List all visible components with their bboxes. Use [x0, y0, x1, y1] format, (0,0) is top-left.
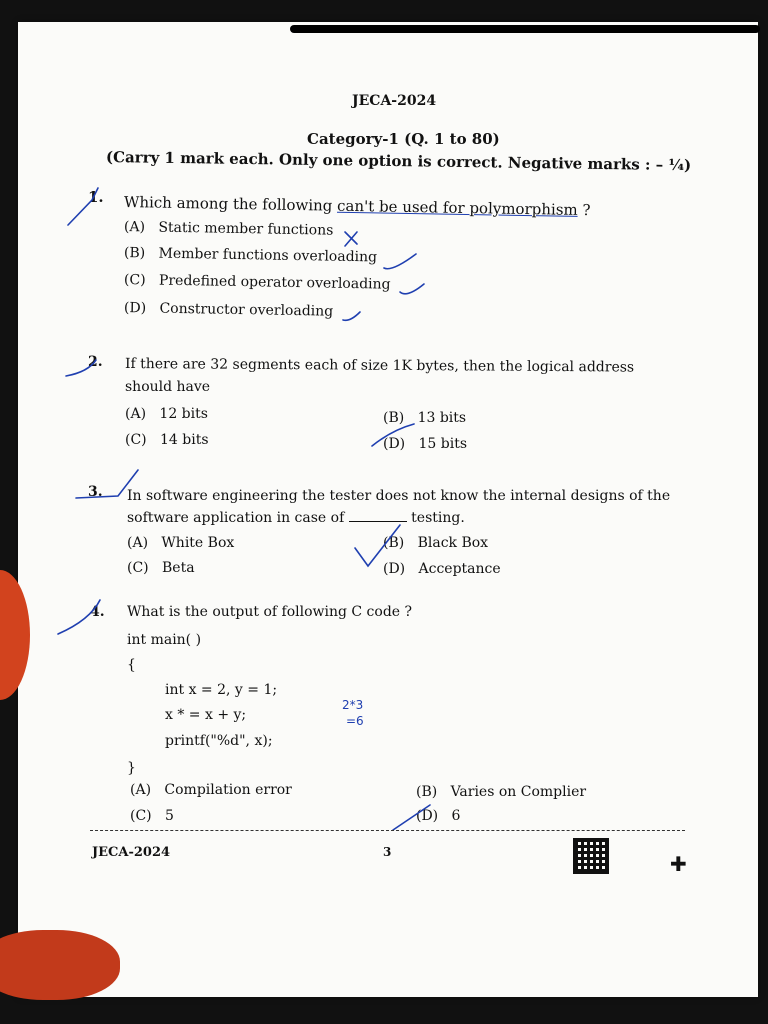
instructions: (Carry 1 mark each. Only one option is correct. Negative marks : – ¼) — [105, 148, 692, 175]
category-heading: Category-1 (Q. 1 to 80) — [307, 130, 500, 148]
question-number: 2. — [88, 354, 103, 370]
option-label: (D) — [383, 561, 406, 577]
question-text-part: software application in case of — [127, 510, 349, 526]
question-text-part: ? — [577, 200, 591, 220]
option-text: Acceptance — [418, 561, 501, 577]
handwritten-calc: 2*3 — [342, 698, 364, 712]
option-text: 12 bits — [159, 406, 208, 422]
option-text: 6 — [451, 808, 461, 824]
option-text: Predefined operator overloading — [158, 272, 391, 293]
check-mark-icon — [76, 470, 138, 498]
code-line: { — [127, 657, 136, 673]
question-text-part: testing. — [406, 510, 465, 526]
option-label: (A) — [127, 535, 149, 551]
handwritten-calc: =6 — [346, 714, 364, 728]
question-text: If there are 32 segments each of size 1K bytes, then the logical address — [124, 356, 635, 376]
option-label: (C) — [127, 560, 149, 576]
option-text: 13 bits — [417, 410, 467, 426]
question-text: should have — [125, 379, 211, 395]
question-number: 1. — [88, 188, 104, 206]
exam-title: JECA-2024 — [352, 93, 437, 109]
check-mark-icon — [372, 424, 414, 446]
check-mark-icon — [355, 525, 400, 566]
check-mark-icon — [68, 188, 98, 225]
check-mark-icon — [58, 600, 100, 634]
registration-mark-icon: ✚ — [670, 852, 687, 876]
question-number: 3. — [88, 484, 103, 500]
option-label: (C) — [125, 432, 147, 448]
code-line: int main( ) — [127, 632, 202, 648]
check-mark-icon — [384, 254, 416, 269]
footer-exam-title: JECA-2024 — [92, 845, 171, 860]
question-text: What is the output of following C code ? — [127, 604, 413, 620]
page-number: 3 — [383, 845, 392, 859]
question-text-underlined: can't be used for polymorphism — [336, 196, 578, 219]
code-line: } — [127, 760, 136, 776]
option-text: Member functions overloading — [158, 245, 378, 266]
code-line: int x = 2, y = 1; — [165, 682, 278, 698]
option-text: 15 bits — [418, 436, 468, 452]
option-label: (A) — [125, 406, 147, 422]
option-label: (C) — [123, 272, 146, 289]
option-label: (B) — [123, 245, 146, 262]
option-label: (B) — [383, 535, 405, 551]
option-label: (B) — [416, 784, 438, 800]
option-label: (A) — [130, 782, 152, 798]
option-text: Varies on Complier — [450, 784, 587, 800]
check-mark-icon — [400, 284, 424, 294]
check-mark-icon — [343, 312, 360, 320]
option-text: Black Box — [417, 535, 489, 551]
option-text: Compilation error — [164, 782, 292, 798]
option-label: (D) — [123, 300, 147, 317]
question-text-part: Which among the following — [123, 193, 338, 215]
qr-code-icon — [573, 838, 609, 874]
option-text: 5 — [165, 808, 174, 824]
check-mark-icon — [66, 360, 96, 376]
cross-mark-icon — [345, 232, 357, 246]
code-line: x * = x + y; — [165, 707, 247, 723]
option-label: (D) — [383, 436, 406, 452]
option-label: (A) — [123, 219, 146, 236]
footer-rule — [90, 830, 685, 831]
option-label: (D) — [416, 808, 439, 824]
option-text: Beta — [162, 560, 195, 576]
option-label: (B) — [383, 410, 405, 426]
code-line: printf("%d", x); — [165, 733, 273, 749]
option-text: Static member functions — [158, 219, 334, 239]
question-number: 4. — [90, 604, 105, 620]
option-label: (C) — [130, 808, 152, 824]
option-text: 14 bits — [160, 432, 209, 448]
question-text: In software engineering the tester does not know the internal designs of the — [127, 488, 671, 504]
option-text: Constructor overloading — [159, 300, 334, 320]
check-mark-icon — [393, 805, 430, 830]
option-text: White Box — [161, 535, 235, 551]
